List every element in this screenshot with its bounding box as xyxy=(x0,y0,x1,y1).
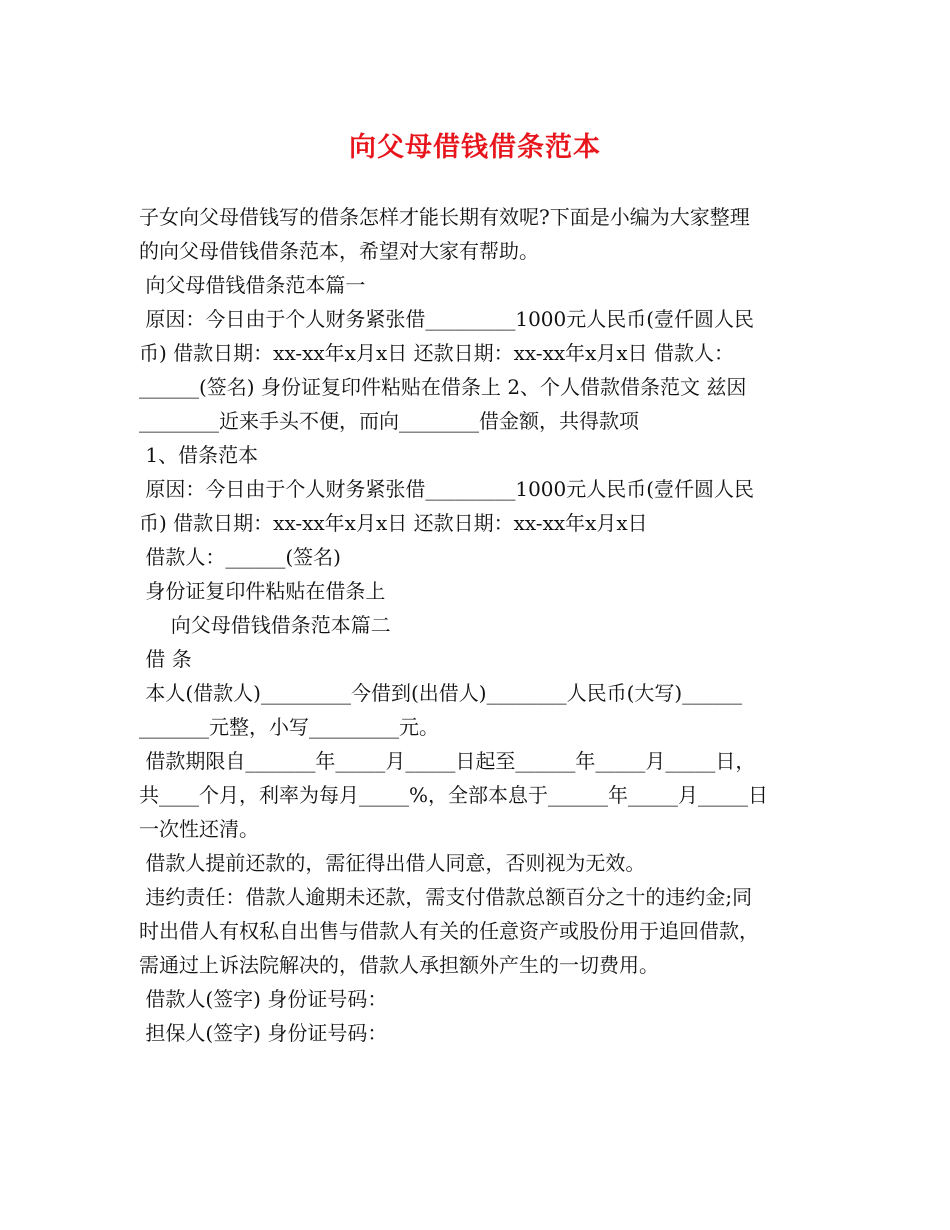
text-line: ______(签名) 身份证复印件粘贴在借条上 2、个人借款借条范文 兹因 xyxy=(139,375,747,399)
text-line: 币) 借款日期：xx-xx年x月x日 还款日期：xx-xx年x月x日 借款人： xyxy=(139,341,735,365)
text-line: 向父母借钱借条范本篇二 xyxy=(139,613,391,637)
text-line: 时出借人有权私自出售与借款人有关的任意资产或股份用于追回借款， xyxy=(139,919,759,943)
text-line: _______元整，小写_________元。 xyxy=(139,715,439,739)
text-line: 本人(借款人)_________今借到(出借人)________人民币(大写)______ xyxy=(139,681,743,705)
text-line: 原因：今日由于个人财务紧张借_________1000元人民币(壹仟圆人民 xyxy=(139,307,755,331)
text-line: 的向父母借钱借条范本，希望对大家有帮助。 xyxy=(139,239,539,263)
text-line: 借 条 xyxy=(139,647,192,671)
text-line: 借款人提前还款的，需征得出借人同意，否则视为无效。 xyxy=(139,851,646,875)
text-line: 违约责任：借款人逾期未还款，需支付借款总额百分之十的违约金;同 xyxy=(139,885,753,909)
text-line: 需通过上诉法院解决的，借款人承担额外产生的一切费用。 xyxy=(139,953,659,977)
text-line: ________近来手头不便，而向________借金额，共得款项 xyxy=(139,409,639,433)
text-line: 担保人(签字) 身份证号码： xyxy=(139,1021,388,1045)
document-body xyxy=(139,200,819,1050)
text-line: 子女向父母借钱写的借条怎样才能长期有效呢?下面是小编为大家整理 xyxy=(139,205,750,229)
text-line: 向父母借钱借条范本篇一 xyxy=(139,273,366,297)
text-line: 原因：今日由于个人财务紧张借_________1000元人民币(壹仟圆人民 xyxy=(139,477,755,501)
text-line: 一次性还清。 xyxy=(139,817,259,841)
text-line: 借款人：______(签名) xyxy=(139,545,341,569)
text-line: 借款期限自_______年_____月_____日起至______年_____月_____日， xyxy=(139,749,756,773)
text-line: 共____个月，利率为每月_____%，全部本息于______年_____月_____日 xyxy=(139,783,769,807)
text-line: 身份证复印件粘贴在借条上 xyxy=(139,579,386,603)
text-line: 1、借条范本 xyxy=(139,443,259,467)
text-line: 借款人(签字) 身份证号码： xyxy=(139,987,388,1011)
text-line: 币) 借款日期：xx-xx年x月x日 还款日期：xx-xx年x月x日 xyxy=(139,511,648,535)
document-title: 向父母借钱借条范本 xyxy=(349,132,601,163)
